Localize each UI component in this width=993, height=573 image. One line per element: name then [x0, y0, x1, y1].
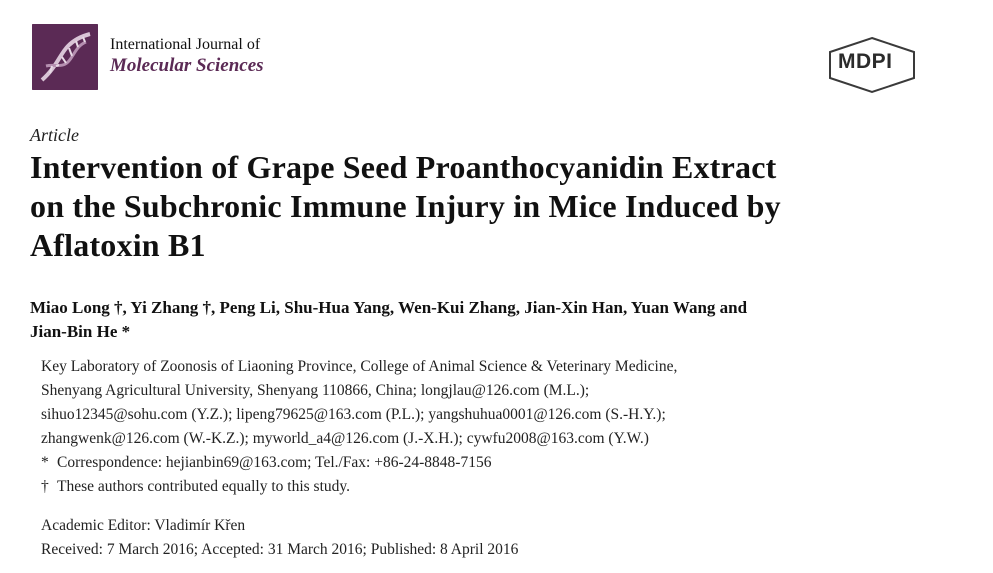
mdpi-logo-text: MDPI: [838, 50, 893, 73]
affiliation-line: sihuo12345@sohu.com (Y.Z.); lipeng79625@163.com (P.L.); yangshuhua0001@126.com (S.-H.Y.);: [41, 406, 666, 423]
asterisk-mark: *: [41, 454, 49, 471]
affiliation-line: Shenyang Agricultural University, Shenyang 110866, China; longjlau@126.com (M.L.);: [41, 382, 590, 399]
affiliation-line: Key Laboratory of Zoonosis of Liaoning Province, College of Animal Science & Veterinary Medicine,: [41, 358, 678, 375]
journal-title-line1: International Journal of: [110, 36, 261, 53]
correspondence-text: Correspondence: hejianbin69@163.com; Tel./Fax: +86-24-8848-7156: [57, 454, 492, 471]
dna-helix-logo-icon: [32, 24, 98, 90]
affiliation-line: zhangwenk@126.com (W.-K.Z.); myworld_a4@126.com (J.-X.H.); cywfu2008@163.com (Y.W.): [41, 430, 649, 447]
journal-title-line2: Molecular Sciences: [110, 54, 264, 76]
article-type-label: Article: [30, 125, 79, 145]
mdpi-logo: [826, 36, 918, 94]
author-list: [30, 296, 960, 344]
affiliation-block: [41, 355, 941, 499]
equal-contribution-text: These authors contributed equally to this study.: [57, 478, 351, 495]
correspondence-note: [41, 451, 941, 475]
author-list-line2: Jian-Bin He *: [30, 322, 131, 341]
dagger-mark: †: [41, 478, 49, 495]
paper-title-line1: Intervention of Grape Seed Proanthocyanidin Extract: [30, 149, 777, 185]
equal-contribution-note: [41, 475, 941, 499]
paper-title-line2: on the Subchronic Immune Injury in Mice Induced by: [30, 188, 781, 224]
editorial-info: [41, 514, 941, 562]
journal-header: [32, 24, 913, 94]
paper-title: [30, 148, 960, 265]
academic-editor: Academic Editor: Vladimír Křen: [41, 517, 246, 534]
publication-dates: Received: 7 March 2016; Accepted: 31 March 2016; Published: 8 April 2016: [41, 541, 519, 558]
paper-title-line3: Aflatoxin B1: [30, 227, 206, 263]
journal-title: [110, 36, 264, 76]
author-list-line1: Miao Long †, Yi Zhang †, Peng Li, Shu-Hua Yang, Wen-Kui Zhang, Jian-Xin Han, Yuan Wang and: [30, 298, 748, 317]
